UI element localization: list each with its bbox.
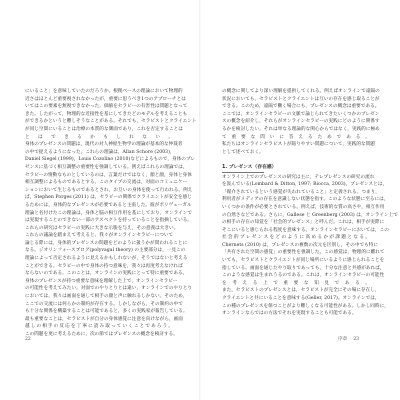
- text-line: できる。このため，遠隔で働く場合にも，プレゼンスの概念は重要である。: [222, 104, 380, 110]
- text-line: とはできるかもしれない。: [25, 134, 173, 140]
- text-line: クライエントと共にいることを意味する(Geller, 2017)。オンラインでは，: [222, 296, 380, 302]
- text-line: 社会的プレゼンスをどのように高めるかが課題となる。: [222, 235, 370, 241]
- text-line: スの概念を紹介し，それらがオンラインセラピーの実践にどのように関係す: [222, 119, 380, 125]
- text-line: を考える上で重要な知見である。: [222, 280, 370, 286]
- text-line: オンラインならではの方法でそれを実現することも可能である。: [222, 311, 357, 317]
- text-line: も十分な関係を構築することは可能であると，多くの実践家が報告している。: [25, 309, 188, 315]
- text-line: このような感覚は生まれうるのである。これは，オンラインセラピーの可能性: [222, 273, 385, 279]
- text-line: 近さはほとんど重要視されなかったが，重要に思うべき1つのアプローチとは: [25, 96, 186, 102]
- left-page-number: 22: [25, 337, 31, 342]
- text-line: ば，Stephen Porges (2011) は，セラピーの関係でクライエントが安全を感じ: [25, 195, 192, 201]
- text-line: オンライン上でのプレゼンスの研究は主に，テレプレゼンスの研究の流れ: [222, 174, 375, 180]
- text-line: の可能性を考えてみたい。対面でのやりとりとは違い，オンラインでのやりとり: [25, 286, 193, 292]
- right-page: [222, 88, 398, 317]
- right-page-folio: [338, 337, 359, 343]
- text-line: そこにいると感じられる程度を意味する。オンラインセラピーにおいては，この: [222, 227, 389, 233]
- text-line: なる。ジオリンフォースブログ(polyvagal theory) の主要部分は，一見この: [25, 248, 186, 254]
- text-line: いてはこの要素を無視できなかった。価値をセラピーの有害性は問題となって: [25, 104, 188, 110]
- right-page-section-text: [222, 174, 398, 318]
- text-line: これらの研究はセラピーの実践に大きな示唆を与え，その意義は大きい。: [25, 225, 179, 231]
- section-heading: 1. プレゼンス（存在感）: [222, 164, 264, 173]
- text-line: の中で捉えるようになった。これらの理論は，Allan Schore (2003)，: [25, 149, 175, 155]
- text-line: Chernets (2010) は，プレゼンスの複数の次元を区別し，その中でも特に: [222, 242, 379, 248]
- text-line: が同じ空間にいることは治療の本質的な側面であり，これを否定することは: [25, 126, 183, 132]
- text-line: 指している。画面を通じたやり取りであっても，十分な注意と共感があれば，: [222, 265, 385, 271]
- text-line: においては，我々は画面を通して相手の顔と声に触れるしかない。そのため，: [25, 294, 188, 300]
- text-line: 身体のプレゼンスが持つ重要な意味を理解した上で，オンラインセラピー: [25, 278, 178, 284]
- text-line: として述べておく。: [222, 149, 264, 155]
- text-line: Daniel Siegel (1999)，Louis Cozolino (2010)などによるもので，身体のプレ: [25, 157, 196, 163]
- text-line: この種のプレゼンスを保つことがより難しくなる可能性がある。しかし同時に，: [222, 303, 389, 309]
- left-page: [25, 88, 197, 337]
- section-gap: [222, 156, 370, 164]
- text-line: 最も重要なことは，セラピストが自分の身体感覚に注意を向けながら，画面: [25, 316, 183, 322]
- text-line: 理論と名付けたこの理論は，身体と脳の相互作用を基にしており，オンラインで: [25, 210, 193, 216]
- text-line: ここでは，オンラインセラピーの文脈で論じられてきたいくつかのプレゼン: [222, 111, 380, 117]
- text-line: 理論によって否定されるように見えるかもしれないが，そうではないと考える: [25, 256, 188, 262]
- text-line: ここでの交流には何らかの制約が存在する。しかしながら，その制約の中で: [25, 301, 183, 307]
- text-line: 越しの相手の反応を丁寧に読み取っていくことであろう。: [25, 324, 173, 330]
- text-line: 論じる際には，身体的プレゼンスの問題をどのように扱うかが問われることに: [25, 240, 188, 246]
- text-line: 「媒介されているという感覚が失われていること」と定義される。つまり，: [222, 189, 380, 195]
- text-line: 私たちはオンラインセラピストが陥りやすい問題について，実践的な問題: [222, 142, 375, 148]
- text-line: ができるかというと難しそうなことがある。それでも，セラピストとクライエント: [25, 119, 197, 125]
- text-line: また，セラピストのプレゼンスとは，セラピストが完全にその場に存在し，: [222, 288, 380, 294]
- text-line: の相手の存在の知覚を「社会的プレゼンス」と呼んだ。これは，相手が実際に: [222, 220, 385, 226]
- text-line: いくつかの条件が必要とされている。例えば，技術的な質の高さや，相互作用: [222, 204, 385, 210]
- text-line: の自然さなどである。さらに，Gallese と Greenberg (2003) は，オンライン上で: [222, 212, 398, 218]
- page-gutter: [199, 0, 201, 400]
- text-line: 利用者がメディアの存在を意識しない状態を指す。このような状態に至るには，: [222, 197, 389, 203]
- text-line: は実現することのできない一部のアスペクトを持っていることを指摘している。: [25, 218, 192, 224]
- text-line: ことができる。セラピーの中で身体の持つ意味を，我々は再度考えなければ: [25, 263, 183, 269]
- right-page-intro-text: [222, 88, 380, 156]
- text-line: 状況においても，セラピストとクライエントは互いの存在を感じ取ることが: [222, 96, 380, 102]
- text-line: ならないのである。このことは，オンラインの実践にとって特に重要である。: [25, 271, 188, 277]
- text-line: ションにおいて生じるものであるとされ，お互いの身体を使って行われる。例え: [25, 187, 193, 193]
- text-line: いても，セラピストとクライエントが同じ場所にいるように感じられることを: [222, 258, 385, 264]
- text-line: この問題を更に考えるために，次の節ではプレゼンスの概念を検討する。: [25, 332, 178, 337]
- text-line: 「共有された空間の感覚」の重要性を強調した。この感覚は，物理的に離れて: [222, 250, 385, 256]
- right-page-number: 23: [353, 337, 360, 342]
- text-line: るためには，身体的なプレゼンスが必要であると主張した。彼がポリヴェーガル: [25, 202, 192, 208]
- text-line: を汲んでいる(Lombard & Ditton, 1997; Biocca, 2003)。プレゼンスとは，: [222, 182, 388, 188]
- text-line: 身体のプレゼンスの問題は，現代の対人神経生物学の理論が基本的な仲裁者: [25, 142, 183, 148]
- text-line: の概念に関してより深い理解を提供してくれる。例えばオンラインで遠隔の: [222, 89, 380, 94]
- text-line: セラピーの情動なものとしているのは，言葉だけではなく，顔と顔，身体と身体: [25, 172, 192, 178]
- text-line: これらの議論を踏まえて考えると，我々がオンラインセラピーについて: [25, 233, 174, 239]
- text-line: 相互調整によるものであるとする。このタイプの交流は，対面のコミュニケー: [25, 180, 188, 186]
- text-line: ゼンスに基づく相互調整の重要性を強調している。例えばこれらの理論では，: [25, 164, 188, 170]
- text-line: るかを検討したい。それは単なる理論的な関心からではなく，実践的に極め: [222, 126, 380, 132]
- text-line: にいること」を意味していたのだろうか。根拠ベースの理論において物理的: [25, 89, 183, 94]
- text-line: きた。したがって，物理的な近接性を基にしてきたどのモデルを考えることも: [25, 111, 188, 117]
- text-line: て重要な問いに答えるためである。: [222, 134, 370, 140]
- chapter-label: 序章: [338, 337, 348, 342]
